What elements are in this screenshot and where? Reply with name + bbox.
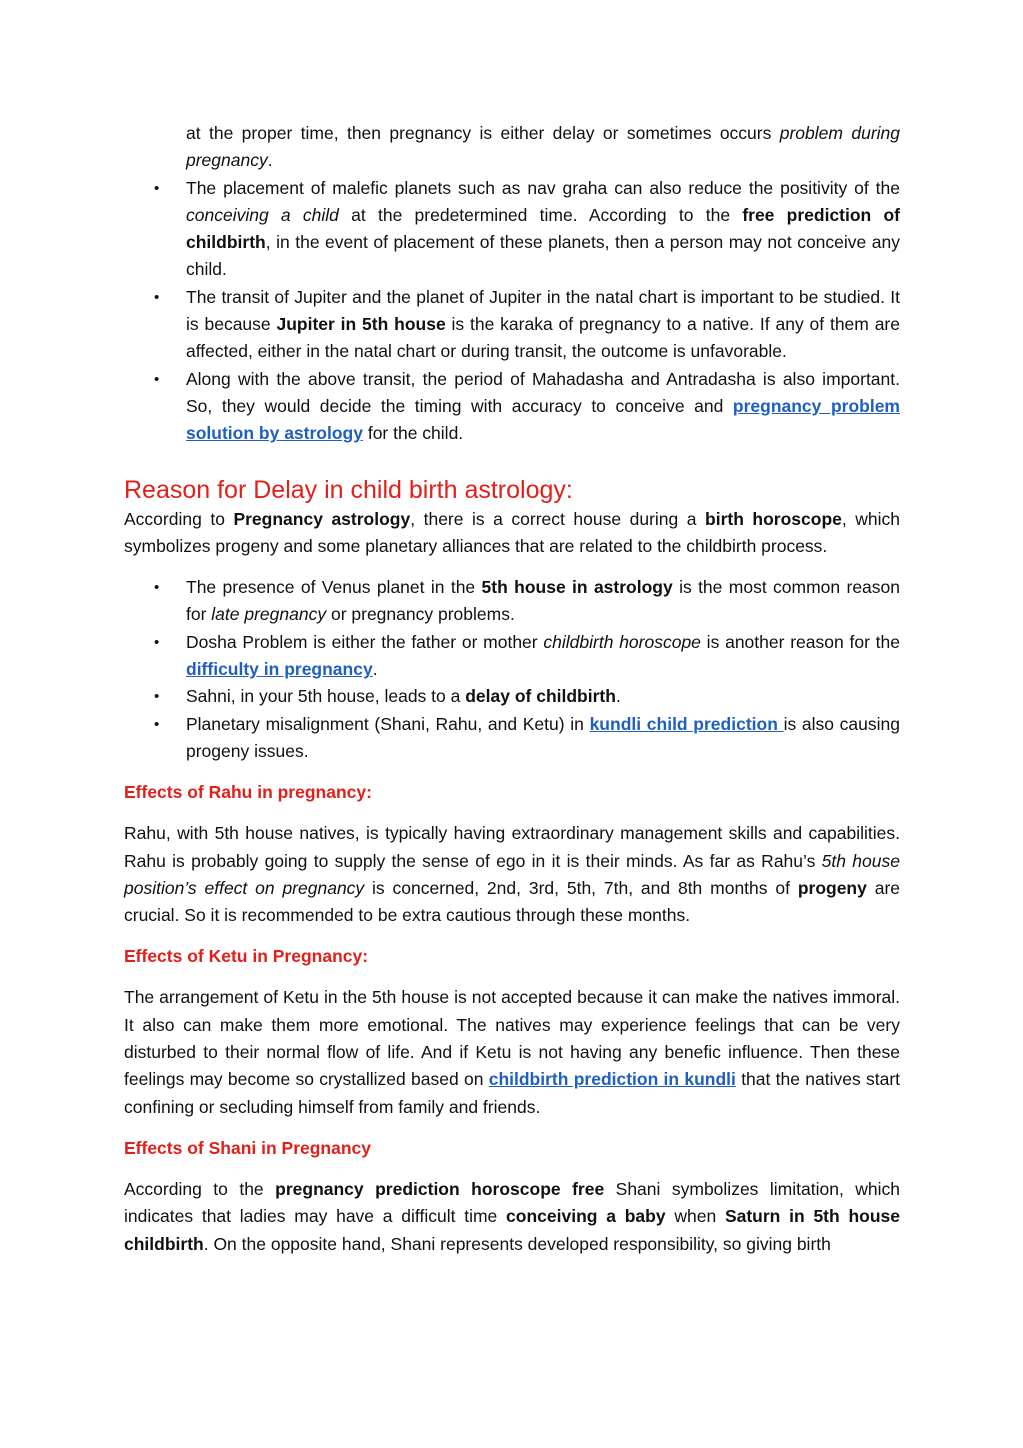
top-continuation-paragraph bbox=[124, 120, 900, 175]
bullet-icon: • bbox=[154, 288, 160, 306]
list-item bbox=[124, 683, 900, 710]
list-item bbox=[124, 711, 900, 766]
text-run: for the child. bbox=[362, 423, 464, 444]
ketu-paragraph bbox=[124, 984, 900, 1120]
text-run: The arrangement of Ketu in the 5th house is not accepted because it can make the natives immoral. It also can make them more emotional. The natives may experience feelings that can be very disturbed to their normal flow of life. And if Ketu is not having any benefic influence. Then these feelings may become so crystallized based on bbox=[124, 987, 900, 1090]
text-run: Dosha Problem is either the father or mother bbox=[186, 631, 544, 652]
text-run: Sahni, in your 5th house, leads to a bbox=[186, 686, 466, 707]
text-run: According to bbox=[124, 508, 234, 529]
delay-intro-paragraph bbox=[124, 506, 900, 561]
text-run: . bbox=[372, 659, 378, 680]
bold-text: delay of childbirth bbox=[465, 686, 616, 707]
italic-text: conceiving a child bbox=[186, 204, 339, 225]
text-run: when bbox=[665, 1206, 725, 1227]
text-run: . bbox=[615, 686, 621, 707]
text-run: are crucial. So it is recommended to be extra cautious through these months. bbox=[124, 877, 900, 926]
text-run: at the proper time, then pregnancy is either delay or sometimes occurs bbox=[186, 123, 780, 143]
text-run: that the natives start confining or secluding himself from family and friends. bbox=[124, 1069, 901, 1117]
bold-text: progeny bbox=[797, 877, 867, 898]
text-run: is the karaka of pregnancy to a native. If any of them are affected, either in the natal chart or during transit, the outcome is unfavorable. bbox=[186, 314, 900, 362]
italic-text: late pregnancy bbox=[211, 604, 327, 625]
bullet-icon: • bbox=[154, 579, 160, 597]
link-kundli-child-prediction[interactable]: kundli child prediction bbox=[589, 713, 784, 734]
text-run: is the most common reason for bbox=[186, 577, 901, 625]
bold-text: Saturn in 5th house childbirth bbox=[124, 1206, 901, 1254]
text-run: . bbox=[267, 150, 273, 171]
link-pregnancy-problem-solution[interactable]: pregnancy problem solution by astrology bbox=[186, 395, 900, 444]
italic-text: childbirth horoscope bbox=[543, 631, 701, 652]
italic-text: problem during pregnancy bbox=[186, 123, 901, 171]
text-run: Along with the above transit, the period of Mahadasha and Antradasha is also important. So, they would decide the timing with accuracy to conceive and bbox=[186, 368, 900, 416]
top-bullet-list bbox=[124, 175, 900, 448]
text-run: Rahu, with 5th house natives, is typically having extraordinary management skills and capabilities. Rahu is probably going to supply the sense of ego in it is their minds. As far as Rahu’s bbox=[124, 823, 900, 871]
bullet-icon: • bbox=[154, 715, 160, 733]
text-run: is also causing progeny issues. bbox=[186, 713, 900, 761]
bold-text: Jupiter in 5th house bbox=[276, 314, 446, 335]
link-childbirth-prediction-in-kundli[interactable]: childbirth prediction in kundli bbox=[488, 1069, 736, 1090]
list-item bbox=[124, 629, 900, 684]
bold-text: 5th house in astrology bbox=[481, 577, 673, 598]
bold-text: Pregnancy astrology bbox=[233, 508, 411, 529]
list-item bbox=[124, 284, 900, 366]
text-run: , which symbolizes progeny and some planetary alliances that are related to the childbirth process. bbox=[124, 508, 900, 556]
bold-text: free prediction of childbirth bbox=[186, 204, 901, 253]
italic-text: 5th house position’s effect on pregnancy bbox=[124, 850, 900, 898]
bold-text: birth horoscope bbox=[705, 508, 842, 529]
text-run: According to the bbox=[124, 1178, 276, 1199]
bold-text: pregnancy prediction horoscope free bbox=[275, 1178, 605, 1199]
bold-text: conceiving a baby bbox=[506, 1206, 666, 1227]
delay-bullet-list bbox=[124, 574, 900, 765]
rahu-paragraph bbox=[124, 820, 900, 929]
bullet-icon: • bbox=[154, 179, 160, 197]
text-run: Planetary misalignment (Shani, Rahu, and Ketu) in bbox=[186, 713, 590, 734]
shani-paragraph bbox=[124, 1176, 900, 1258]
text-run: Shani symbolizes limitation, which indicates that ladies may have a difficult time bbox=[124, 1178, 901, 1227]
section-heading-delay: Reason for Delay in child birth astrology: bbox=[124, 475, 573, 504]
text-run: is another reason for the bbox=[700, 631, 900, 652]
list-item bbox=[124, 366, 900, 448]
bullet-icon: • bbox=[154, 370, 160, 388]
section-heading-ketu: Effects of Ketu in Pregnancy: bbox=[124, 946, 369, 967]
text-run: The placement of malefic planets such as nav graha can also reduce the positivity of the bbox=[186, 177, 900, 198]
link-difficulty-in-pregnancy[interactable]: difficulty in pregnancy bbox=[186, 659, 373, 680]
text-run: The transit of Jupiter and the planet of Jupiter in the natal chart is important to be studied. It is because bbox=[186, 286, 900, 335]
document-page bbox=[124, 120, 900, 1258]
text-run: is concerned, 2nd, 3rd, 5th, 7th, and 8th months of bbox=[364, 877, 798, 898]
text-run: or pregnancy problems. bbox=[326, 604, 515, 625]
text-run: . On the opposite hand, Shani represents developed responsibility, so giving birth bbox=[203, 1233, 831, 1254]
text-run: , in the event of placement of these planets, then a person may not conceive any child. bbox=[186, 232, 900, 280]
list-item bbox=[124, 175, 900, 284]
text-run: The presence of Venus planet in the bbox=[186, 577, 482, 598]
bullet-icon: • bbox=[154, 688, 160, 706]
list-item bbox=[124, 574, 900, 629]
section-heading-rahu: Effects of Rahu in pregnancy: bbox=[124, 782, 372, 803]
bullet-icon: • bbox=[154, 633, 160, 651]
section-heading-shani: Effects of Shani in Pregnancy bbox=[124, 1137, 371, 1158]
text-run: at the predetermined time. According to the bbox=[338, 204, 743, 225]
text-run: , there is a correct house during a bbox=[410, 508, 706, 529]
